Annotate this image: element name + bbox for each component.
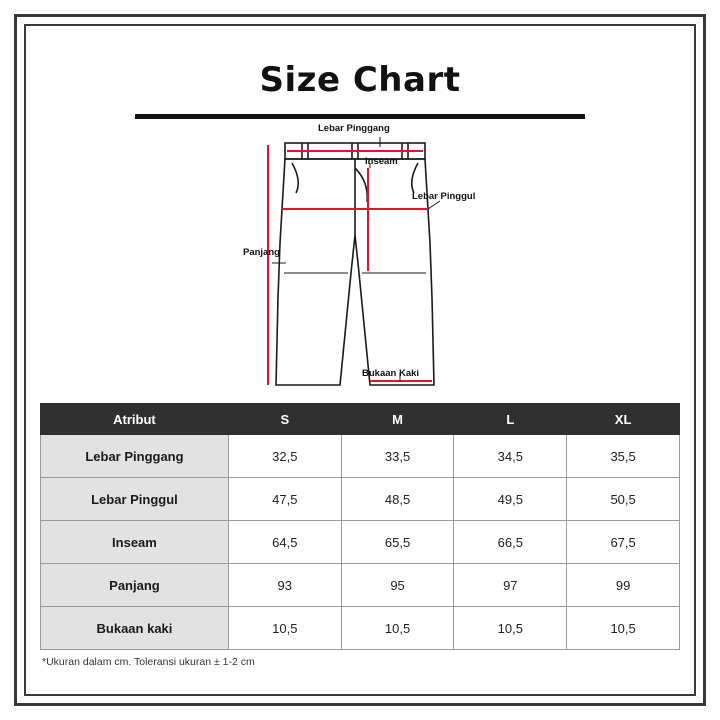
cell-value: 99 <box>567 564 680 607</box>
page-title: Size Chart <box>259 60 461 100</box>
cell-value: 33,5 <box>341 435 454 478</box>
header-size-s: S <box>228 404 341 435</box>
trousers-illustration <box>40 123 680 403</box>
row-label: Panjang <box>41 564 229 607</box>
table-header <box>41 404 680 435</box>
table-body <box>41 435 680 650</box>
row-label: Lebar Pinggang <box>41 435 229 478</box>
cell-value: 65,5 <box>341 521 454 564</box>
table-header-row <box>41 404 680 435</box>
label-length: Panjang <box>243 247 280 258</box>
cell-value: 10,5 <box>341 607 454 650</box>
cell-value: 66,5 <box>454 521 567 564</box>
table-row <box>41 521 680 564</box>
cell-value: 35,5 <box>567 435 680 478</box>
label-waist: Lebar Pinggang <box>318 123 390 134</box>
cell-value: 49,5 <box>454 478 567 521</box>
cell-value: 34,5 <box>454 435 567 478</box>
size-table <box>40 403 680 650</box>
cell-value: 93 <box>228 564 341 607</box>
header-size-m: M <box>341 404 454 435</box>
trousers-measurement-diagram <box>40 123 680 403</box>
title-divider <box>135 114 585 119</box>
row-label: Inseam <box>41 521 229 564</box>
cell-value: 10,5 <box>454 607 567 650</box>
measurement-note: *Ukuran dalam cm. Toleransi ukuran ± 1-2 cm <box>42 656 255 668</box>
cell-value: 48,5 <box>341 478 454 521</box>
content-area <box>40 40 680 680</box>
header-attribute: Atribut <box>41 404 229 435</box>
cell-value: 10,5 <box>228 607 341 650</box>
header-size-xl: XL <box>567 404 680 435</box>
table-row <box>41 607 680 650</box>
table-row <box>41 478 680 521</box>
cell-value: 97 <box>454 564 567 607</box>
cell-value: 47,5 <box>228 478 341 521</box>
cell-value: 10,5 <box>567 607 680 650</box>
cell-value: 64,5 <box>228 521 341 564</box>
table-row <box>41 435 680 478</box>
cell-value: 50,5 <box>567 478 680 521</box>
label-leg-opening: Bukaan Kaki <box>362 368 420 379</box>
label-inseam: Inseam <box>365 156 398 167</box>
table-row <box>41 564 680 607</box>
label-hip: Lebar Pinggul <box>412 191 476 202</box>
cell-value: 95 <box>341 564 454 607</box>
row-label: Lebar Pinggul <box>41 478 229 521</box>
cell-value: 67,5 <box>567 521 680 564</box>
cell-value: 32,5 <box>228 435 341 478</box>
header-size-l: L <box>454 404 567 435</box>
row-label: Bukaan kaki <box>41 607 229 650</box>
